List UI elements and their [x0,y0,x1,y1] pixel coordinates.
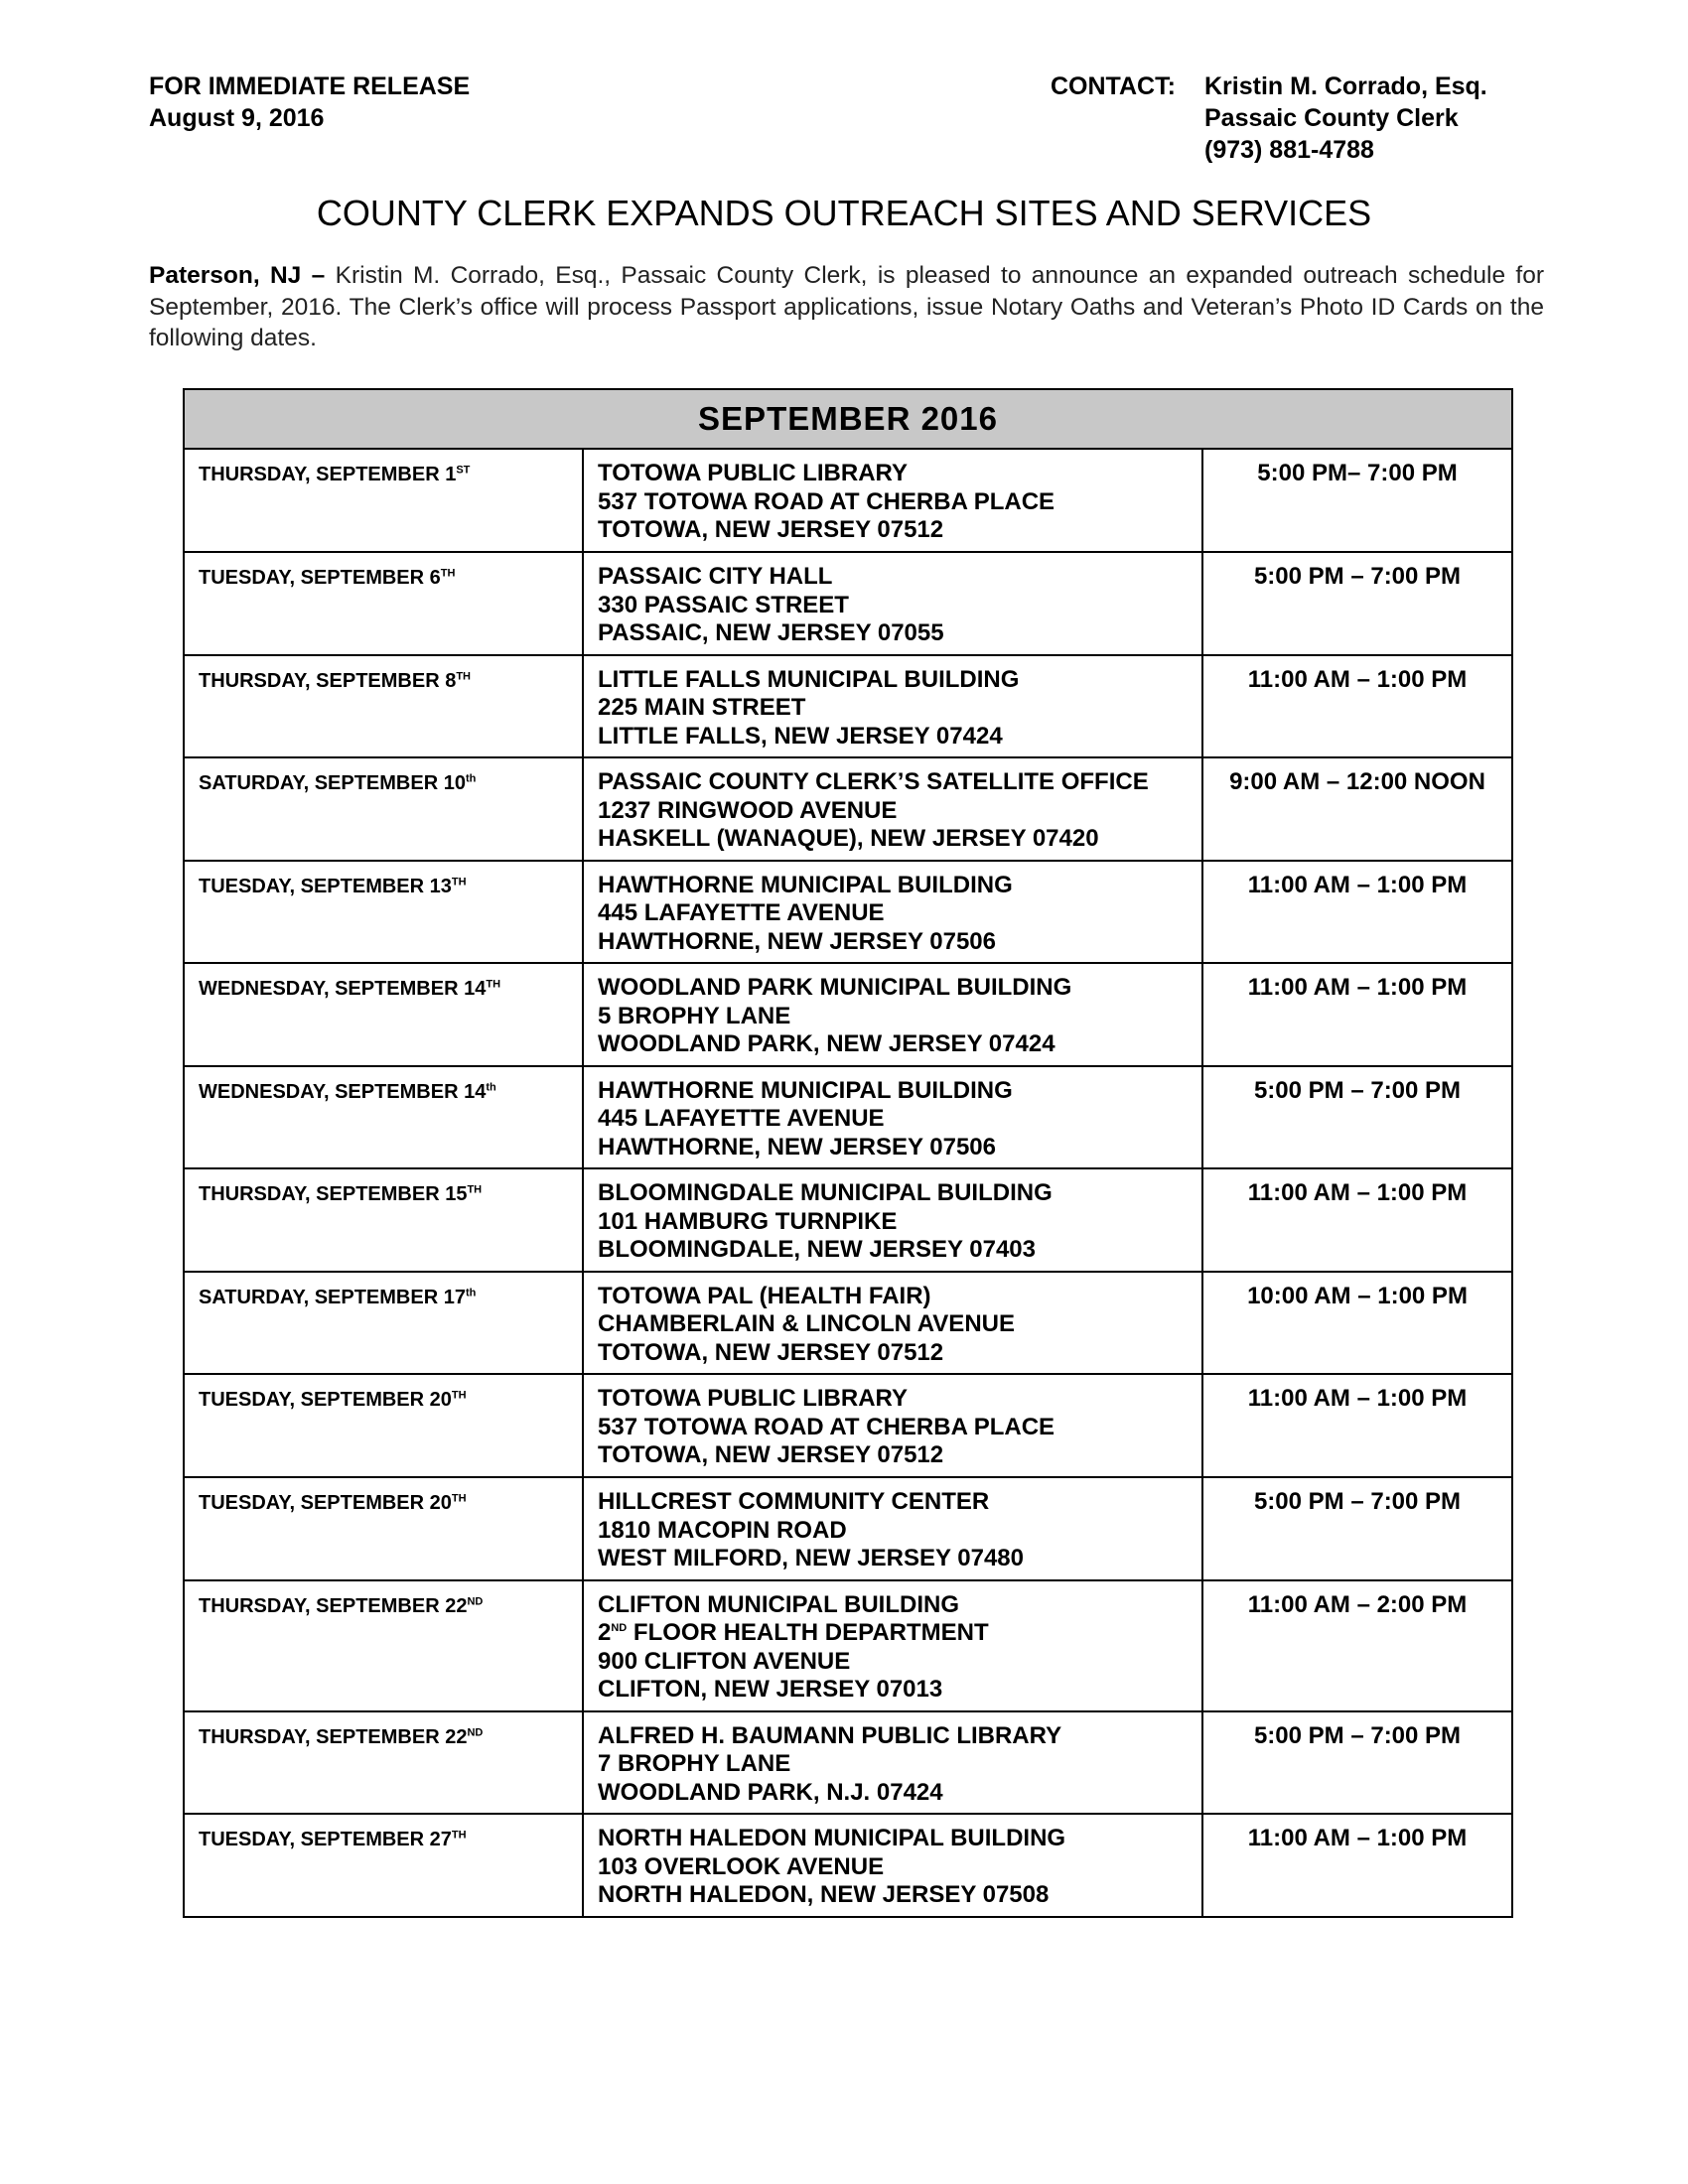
location-line: PASSAIC, NEW JERSEY 07055 [598,619,944,646]
ordinal-suffix: ST [456,464,471,477]
table-row [184,757,1512,861]
event-day: THURSDAY, SEPTEMBER 22 [199,1725,468,1748]
page-title: COUNTY CLERK EXPANDS OUTREACH SITES AND SERVICES [316,193,1372,233]
event-date [184,552,583,655]
ordinal-suffix: ND [467,1594,484,1607]
event-date [184,1814,583,1917]
table-row [184,552,1512,655]
location-line: HASKELL (WANAQUE), NEW JERSEY 07420 [598,825,1099,852]
table-row [184,1168,1512,1272]
table-row [184,1374,1512,1477]
location-line: 445 LAFAYETTE AVENUE [598,1105,885,1132]
location-line: CLIFTON MUNICIPAL BUILDING [598,1590,959,1618]
event-date [184,963,583,1066]
location-line: WOODLAND PARK MUNICIPAL BUILDING [598,974,1072,1001]
table-row [184,1477,1512,1580]
release-date: August 9, 2016 [149,104,325,132]
event-day: SATURDAY, SEPTEMBER 10 [199,772,466,794]
location-line: 1810 MACOPIN ROAD [598,1516,847,1544]
event-location [583,1814,1202,1917]
event-time: 11:00 AM – 1:00 PM [1202,1168,1512,1272]
event-day: THURSDAY, SEPTEMBER 15 [199,1183,468,1205]
event-date [184,1711,583,1815]
event-time: 11:00 AM – 1:00 PM [1202,963,1512,1066]
location-line: 225 MAIN STREET [598,694,806,721]
event-location [583,1374,1202,1477]
location-line: TOTOWA, NEW JERSEY 07512 [598,516,944,543]
ordinal-suffix: TH [451,875,467,887]
event-date [184,861,583,964]
location-line: WOODLAND PARK, N.J. 07424 [598,1778,943,1806]
event-day: WEDNESDAY, SEPTEMBER 14 [199,978,487,1000]
location-line: HILLCREST COMMUNITY CENTER [598,1488,990,1515]
event-date [184,757,583,861]
ordinal-suffix: TH [451,1829,467,1842]
location-line: PASSAIC CITY HALL [598,563,833,590]
ordinal-suffix: TH [451,1389,467,1402]
event-day: WEDNESDAY, SEPTEMBER 14 [199,1080,487,1103]
event-time: 5:00 PM – 7:00 PM [1202,1066,1512,1169]
event-day: TUESDAY, SEPTEMBER 27 [199,1829,452,1850]
event-location [583,1168,1202,1272]
event-date [184,449,583,552]
schedule-heading: SEPTEMBER 2016 [184,389,1512,449]
contact-label: CONTACT: [1051,72,1176,100]
table-row [184,655,1512,758]
event-day: TUESDAY, SEPTEMBER 6 [199,567,441,589]
location-line: 5 BROPHY LANE [598,1002,791,1029]
location-line: 103 OVERLOOK AVENUE [598,1852,885,1880]
location-line: NORTH HALEDON, NEW JERSEY 07508 [598,1881,1050,1908]
location-line: PASSAIC COUNTY CLERK’S SATELLITE OFFICE [598,768,1149,795]
event-location [583,963,1202,1066]
event-time: 5:00 PM – 7:00 PM [1202,552,1512,655]
event-date [184,1168,583,1272]
event-time: 11:00 AM – 2:00 PM [1202,1580,1512,1711]
event-time: 5:00 PM– 7:00 PM [1202,449,1512,552]
location-line: TOTOWA PUBLIC LIBRARY [598,460,908,486]
event-day: THURSDAY, SEPTEMBER 1 [199,464,457,485]
event-time: 5:00 PM – 7:00 PM [1202,1711,1512,1815]
location-line: ALFRED H. BAUMANN PUBLIC LIBRARY [598,1721,1062,1749]
location-line: TOTOWA, NEW JERSEY 07512 [598,1441,944,1468]
event-location [583,1477,1202,1580]
location-line: TOTOWA PUBLIC LIBRARY [598,1385,908,1412]
event-date [184,1580,583,1711]
event-time: 5:00 PM – 7:00 PM [1202,1477,1512,1580]
location-line: BLOOMINGDALE, NEW JERSEY 07403 [598,1236,1036,1263]
location-line: 101 HAMBURG TURNPIKE [598,1207,898,1235]
ordinal-suffix: th [465,1286,477,1298]
event-day: SATURDAY, SEPTEMBER 17 [199,1286,466,1308]
event-time: 11:00 AM – 1:00 PM [1202,1814,1512,1917]
event-location [583,1066,1202,1169]
event-date [184,1374,583,1477]
event-day: TUESDAY, SEPTEMBER 20 [199,1492,452,1514]
event-day: TUESDAY, SEPTEMBER 13 [199,875,452,897]
location-line: HAWTHORNE MUNICIPAL BUILDING [598,871,1013,898]
table-row [184,861,1512,964]
location-line: WOODLAND PARK, NEW JERSEY 07424 [598,1030,1055,1057]
location-line: LITTLE FALLS, NEW JERSEY 07424 [598,722,1003,750]
location-line: 330 PASSAIC STREET [598,591,849,618]
table-row [184,963,1512,1066]
location-line: HAWTHORNE MUNICIPAL BUILDING [598,1076,1013,1104]
event-location [583,1272,1202,1375]
table-row [184,1580,1512,1711]
release-info [149,70,470,134]
event-location [583,552,1202,655]
schedule-table [183,388,1513,1918]
location-line: TOTOWA, NEW JERSEY 07512 [598,1338,944,1366]
release-label: FOR IMMEDIATE RELEASE [149,72,471,100]
table-row [184,1814,1512,1917]
ordinal-suffix: TH [456,669,471,682]
event-date [184,1066,583,1169]
event-date [184,1272,583,1375]
location-line: 445 LAFAYETTE AVENUE [598,899,885,926]
event-time: 11:00 AM – 1:00 PM [1202,861,1512,964]
table-row [184,1272,1512,1375]
contact-phone: (973) 881-4788 [1204,136,1374,164]
intro-text: Kristin M. Corrado, Esq., Passaic County Clerk, is pleased to announce an expanded outreach schedule for September, 2016. The Clerk’s office will process Passport applications, issue Notary Oaths and Veteran’s Photo ID Cards on the following dates. [149,262,1544,351]
event-location [583,1711,1202,1815]
location-line: NORTH HALEDON MUNICIPAL BUILDING [598,1825,1066,1851]
location-line: HAWTHORNE, NEW JERSEY 07506 [598,1133,997,1160]
location-line: CHAMBERLAIN & LINCOLN AVENUE [598,1310,1015,1337]
contact-title: Passaic County Clerk [1204,104,1459,132]
ordinal-suffix: TH [451,1492,467,1505]
intro-paragraph [149,260,1544,354]
location-line: 7 BROPHY LANE [598,1750,791,1777]
table-row [184,1711,1512,1815]
event-time: 9:00 AM – 12:00 NOON [1202,757,1512,861]
location-line: 1237 RINGWOOD AVENUE [598,796,898,824]
location-line: 537 TOTOWA ROAD AT CHERBA PLACE [598,1413,1055,1440]
ordinal-suffix: TH [467,1183,483,1196]
event-location [583,449,1202,552]
location-line: WEST MILFORD, NEW JERSEY 07480 [598,1545,1024,1571]
table-row [184,449,1512,552]
event-time: 10:00 AM – 1:00 PM [1202,1272,1512,1375]
ordinal-suffix: TH [440,567,456,580]
intro-lead: Paterson, NJ – [149,262,326,289]
event-location [583,1580,1202,1711]
event-time: 11:00 AM – 1:00 PM [1202,1374,1512,1477]
location-line: CLIFTON, NEW JERSEY 07013 [598,1676,943,1703]
event-location [583,861,1202,964]
event-date [184,1477,583,1580]
table-row [184,1066,1512,1169]
event-day: THURSDAY, SEPTEMBER 22 [199,1594,468,1617]
ordinal-suffix: TH [486,978,501,991]
location-line: 537 TOTOWA ROAD AT CHERBA PLACE [598,487,1055,515]
location-line: 2ND FLOOR HEALTH DEPARTMENT [598,1619,989,1646]
contact-name: Kristin M. Corrado, Esq. [1204,72,1487,100]
location-line: BLOOMINGDALE MUNICIPAL BUILDING [598,1179,1053,1206]
ordinal-suffix: th [465,772,477,785]
event-location [583,655,1202,758]
event-day: TUESDAY, SEPTEMBER 20 [199,1389,452,1411]
location-line: 900 CLIFTON AVENUE [598,1647,851,1675]
event-time: 11:00 AM – 1:00 PM [1202,655,1512,758]
event-date [184,655,583,758]
event-location [583,757,1202,861]
contact-info [1051,70,1487,166]
location-line: TOTOWA PAL (HEALTH FAIR) [598,1282,931,1309]
location-line: LITTLE FALLS MUNICIPAL BUILDING [598,665,1020,693]
ordinal-suffix: th [486,1080,496,1093]
event-day: THURSDAY, SEPTEMBER 8 [199,669,457,692]
location-line: HAWTHORNE, NEW JERSEY 07506 [598,927,997,955]
ordinal-suffix: ND [467,1725,484,1738]
schedule-body [184,449,1512,1917]
